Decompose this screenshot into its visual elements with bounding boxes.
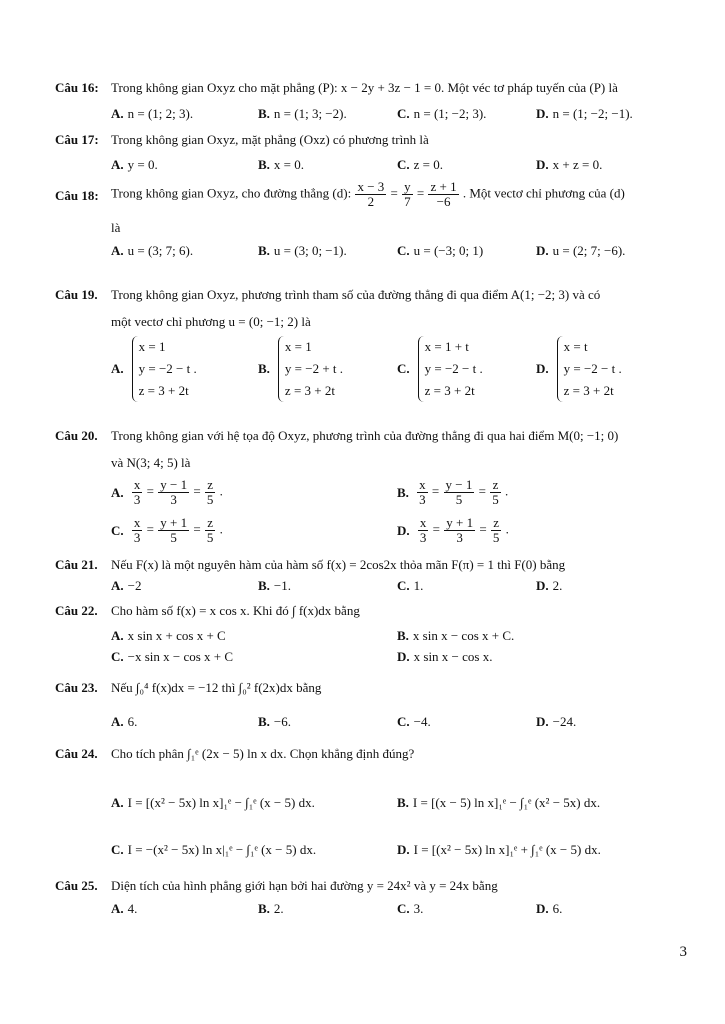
question-number: Câu 25. <box>55 878 98 893</box>
question-text: Trong không gian Oxyz cho mặt phẳng (P): x − 2y + 3z − 1 = 0. Một véc tơ pháp tuyến của (P) là <box>111 80 618 95</box>
question-text: Trong không gian Oxyz, cho đường thẳng (d): $\frac{x - 3}{2}$ = $\frac{y}{7}$ = $\frac{z + 1}{-6}$ . Một vectơ chỉ phương của (d) <box>111 179 625 209</box>
question-text: Diện tích của hình phẳng giới hạn bởi hai đường y = 24x² và y = 24x bằng <box>111 878 498 893</box>
question-text: Cho tích phân ∫₁ᵉ (2x − 5) ln x dx. Chọn khẳng định đúng? <box>111 746 415 761</box>
question-number: Câu 19. <box>55 287 98 302</box>
question-text: Trong không gian với hệ tọa độ Oxyz, phương trình của đường thẳng đi qua hai điểm M(0; −1; 0) <box>111 428 619 443</box>
question-number: Câu 22. <box>55 603 98 618</box>
question-number: Câu 24. <box>55 746 98 761</box>
question-text: Nếu ∫₀⁴ f(x)dx = −12 thì ∫₀² f(2x)dx bằng <box>111 680 322 695</box>
question-number: Câu 21. <box>55 557 98 572</box>
question-number: Câu 18: <box>55 188 99 203</box>
question-text: Nếu F(x) là một nguyên hàm của hàm số f(x) = 2cos2x thỏa mãn F(π) = 1 thì F(0) bằng <box>111 557 566 572</box>
question-text: Cho hàm số f(x) = x cos x. Khi đó ∫ f(x)dx bằng <box>111 603 360 618</box>
question-number: Câu 23. <box>55 680 98 695</box>
question-text: Trong không gian Oxyz, phương trình tham số của đường thẳng đi qua điểm A(1; −2; 3) và có <box>111 287 601 302</box>
question-number: Câu 20. <box>55 428 98 443</box>
question-text: Trong không gian Oxyz, mặt phẳng (Oxz) có phương trình là <box>111 132 429 147</box>
question-number: Câu 17: <box>55 132 99 147</box>
question-number: Câu 16: <box>55 80 99 95</box>
page-number: 3 <box>679 944 687 960</box>
